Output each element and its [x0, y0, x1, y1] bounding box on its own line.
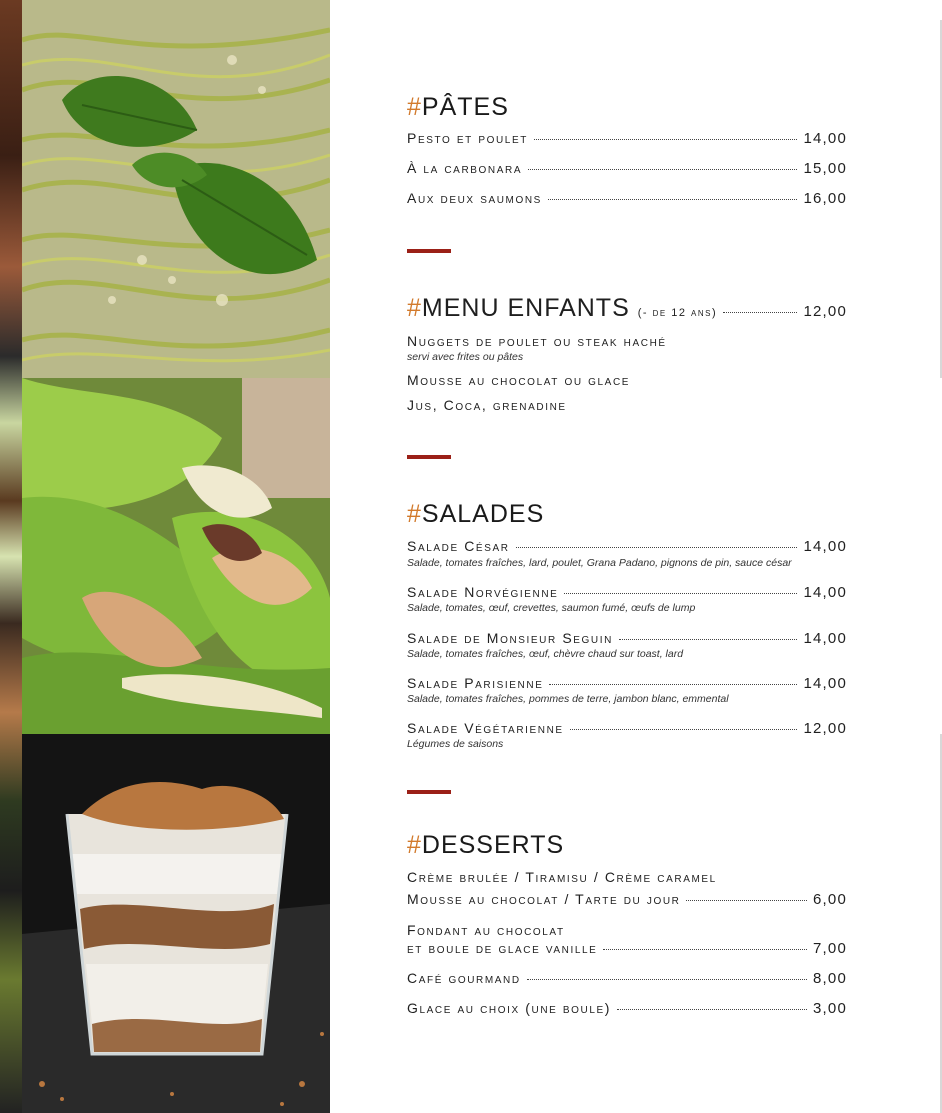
menu-item: et boule de glace vanille 7,00: [407, 940, 847, 957]
menu-item: Salade Norvégienne 14,00: [407, 584, 847, 601]
menu-item-line: Fondant au chocolat: [407, 922, 565, 938]
menu-item: Jus, Coca, grenadine: [407, 397, 567, 413]
menu-item-description: Salade, tomates fraîches, œuf, chèvre chaud sur toast, lard: [407, 648, 684, 660]
menu-item: À la carbonara 15,00: [407, 160, 847, 177]
menu-item-description: Salade, tomates fraîches, lard, poulet, Grana Padano, pignons de pin, sauce césar: [407, 557, 792, 569]
steak-photo-edge: [0, 0, 22, 1113]
section-divider: [407, 249, 451, 253]
section-title-enfants: #MENU ENFANTS (- de 12 ans) 12,00: [407, 294, 847, 322]
menu-item: Café gourmand 8,00: [407, 970, 847, 987]
menu-item: Salade César 14,00: [407, 538, 847, 555]
section-divider: [407, 455, 451, 459]
section-title-desserts: #DESSERTS: [407, 831, 565, 859]
menu-item-description: Salade, tomates fraîches, pommes de terre, jambon blanc, emmental: [407, 693, 729, 705]
caesar-salad-photo: [22, 378, 330, 734]
menu-item: Mousse au chocolat / Tarte du jour 6,00: [407, 891, 847, 908]
pesto-pasta-photo: [22, 0, 330, 378]
section-divider: [407, 790, 451, 794]
menu-item: Nuggets de poulet ou steak haché: [407, 333, 667, 349]
menu-item: Salade de Monsieur Seguin 14,00: [407, 630, 847, 647]
menu-item-line: Crème brulée / Tiramisu / Crème caramel: [407, 869, 717, 885]
section-title-pates: #PÂTES: [407, 93, 509, 121]
section-title-salades: #SALADES: [407, 500, 545, 528]
menu-item: Mousse au chocolat ou glace: [407, 372, 631, 388]
menu-item-description: Légumes de saisons: [407, 738, 504, 750]
menu-item-description: Salade, tomates, œuf, crevettes, saumon fumé, œufs de lump: [407, 602, 696, 614]
menu-item: Glace au choix (une boule) 3,00: [407, 1000, 847, 1017]
menu-item: Salade Parisienne 14,00: [407, 675, 847, 692]
photo-column: [0, 0, 330, 1113]
dessert-verrine-photo: [22, 734, 330, 1113]
menu-item: Salade Végétarienne 12,00: [407, 720, 847, 737]
menu-item: Aux deux saumons 16,00: [407, 190, 847, 207]
menu-item: Pesto et poulet 14,00: [407, 130, 847, 147]
menu-item-description: servi avec frites ou pâtes: [407, 351, 524, 363]
